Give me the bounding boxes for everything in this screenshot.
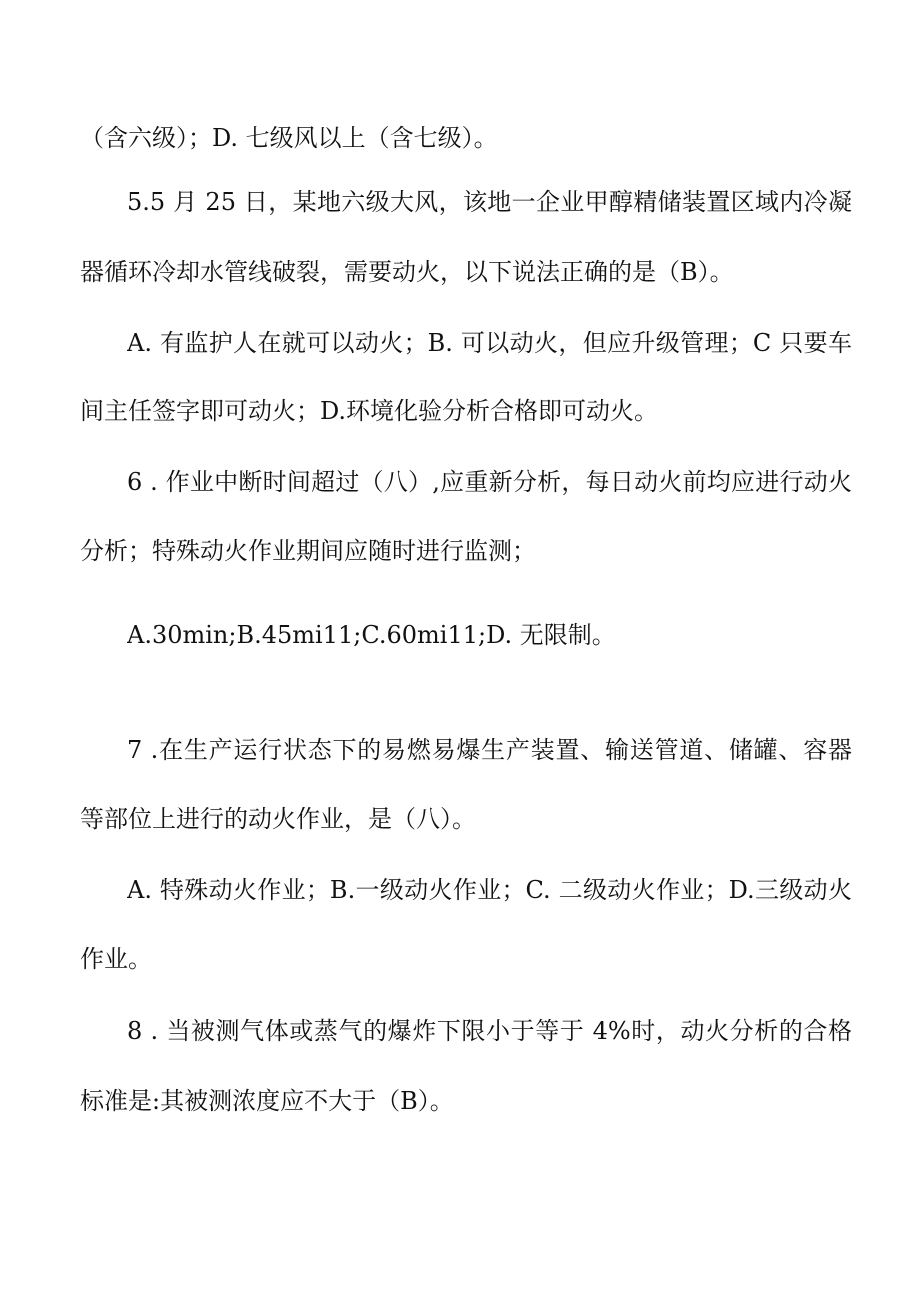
text-line-q8-stem-2: 标准是:其被测浓度应不大于（B）。 xyxy=(80,1087,454,1115)
text-line-q7-options-2: 作业。 xyxy=(80,945,152,973)
text-line-q5-options-2: 间主任签字即可动火；D.环境化验分析合格即可动火。 xyxy=(80,397,659,425)
text-line-q5-stem-1: 5.5 月 25 日，某地六级大风，该地一企业甲醇精储装置区域内冷凝 xyxy=(127,188,852,216)
text-line-q5-options-1: A. 有监护人在就可以动火；B. 可以动火，但应升级管理；C 只要车 xyxy=(127,329,852,357)
text-line-q6-options: A.30min;B.45mi11;C.60mi11;D. 无限制。 xyxy=(127,621,616,649)
text-line-q7-options-1: A. 特殊动火作业；B.一级动火作业；C. 二级动火作业；D.三级动火 xyxy=(127,876,852,904)
text-line-q6-stem-1: 6 . 作业中断时间超过（八）,应重新分析，每日动火前均应进行动火 xyxy=(127,468,852,496)
text-line-q7-stem-2: 等部位上进行的动火作业，是（八）。 xyxy=(80,805,476,833)
text-line-q6-stem-2: 分析；特殊动火作业期间应随时进行监测； xyxy=(80,537,536,565)
text-line-q5-stem-2: 器循环冷却水管线破裂，需要动火，以下说法正确的是（B）。 xyxy=(80,258,734,286)
text-line-q8-stem-1: 8 . 当被测气体或蒸气的爆炸下限小于等于 4%时，动火分析的合格 xyxy=(127,1017,852,1045)
text-line-q7-stem-1: 7 .在生产运行状态下的易燃易爆生产装置、输送管道、储罐、容器 xyxy=(127,736,852,764)
text-line-q4-options-end: （含六级）；D. 七级风以上（含七级）。 xyxy=(80,124,498,152)
